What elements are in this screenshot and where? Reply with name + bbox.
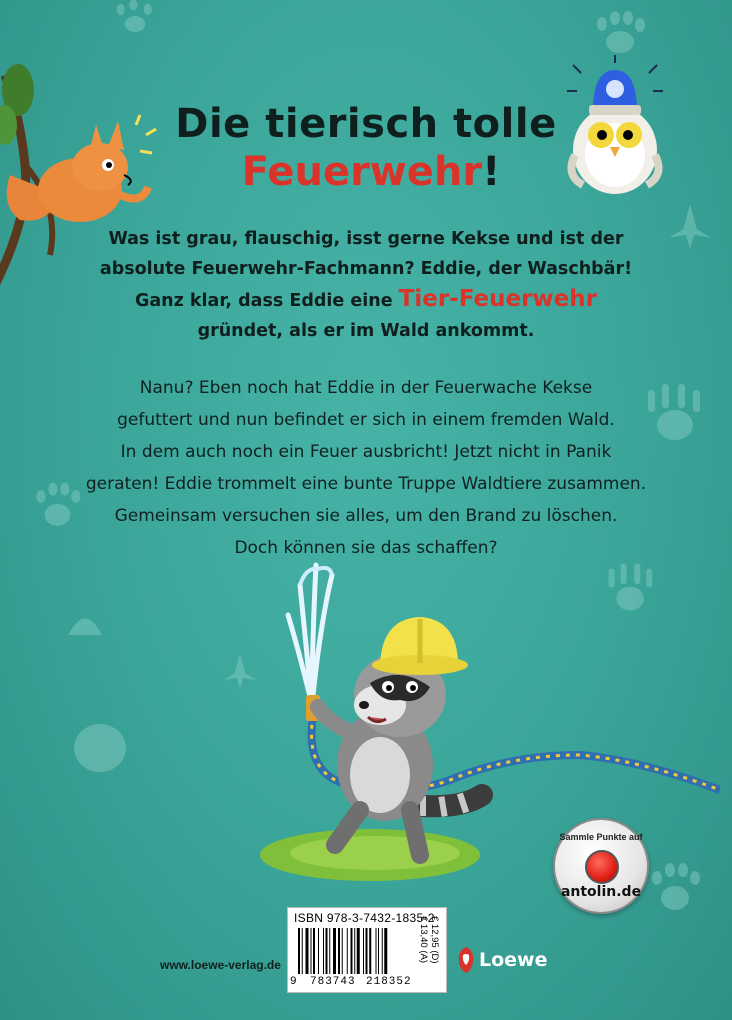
title-line-2 bbox=[10, 148, 732, 196]
animal-footprint-icon bbox=[220, 650, 260, 690]
barcode-bar bbox=[357, 928, 360, 974]
price-germany: € 12,95 (D) bbox=[429, 916, 440, 964]
antolin-badge-icon bbox=[585, 850, 619, 884]
isbn-label: ISBN 978-3-7432-1835-2 bbox=[294, 911, 435, 925]
price-austria: € 13,40 (A) bbox=[418, 916, 429, 963]
blurb-highlight: Tier-Feuerwehr bbox=[398, 286, 597, 312]
story-paragraph bbox=[0, 372, 732, 564]
barcode-bar bbox=[311, 928, 312, 974]
barcode-bars bbox=[298, 928, 416, 974]
animal-footprint-icon bbox=[70, 720, 130, 775]
antolin-badge-caption: Sammle Punkte auf bbox=[559, 832, 643, 842]
barcode-bar bbox=[326, 928, 328, 974]
blurb-line-4: gründet, als er im Wald ankommt. bbox=[197, 321, 535, 341]
barcode-digits-right: 218352 bbox=[366, 976, 412, 988]
barcode-bar bbox=[306, 928, 309, 974]
book-title bbox=[0, 100, 732, 196]
story-line: geraten! Eddie trommelt eine bunte Truppe Waldtiere zusammen. bbox=[85, 474, 647, 494]
barcode-bar bbox=[378, 928, 379, 974]
barcode-bar bbox=[382, 928, 383, 974]
title-line-1: Die tierisch tolle bbox=[175, 101, 557, 147]
barcode-bar bbox=[351, 928, 353, 974]
barcode-bar bbox=[323, 928, 324, 974]
publisher-website: www.loewe-verlag.de bbox=[160, 958, 281, 972]
barcode-bar bbox=[363, 928, 364, 974]
barcode-bar bbox=[338, 928, 340, 974]
story-line: Doch können sie das schaffen? bbox=[234, 538, 498, 558]
price-block bbox=[418, 914, 444, 988]
blurb-line-2: absolute Feuerwehr-Fachmann? Eddie, der Waschbär! bbox=[99, 259, 633, 279]
story-line: gefuttert und nun befindet er sich in einem fremden Wald. bbox=[117, 410, 615, 430]
animal-footprint-icon bbox=[590, 10, 650, 60]
barcode-bar bbox=[369, 928, 371, 974]
story-line: Nanu? Eben noch hat Eddie in der Feuerwache Kekse bbox=[139, 378, 593, 398]
barcode-bar bbox=[298, 928, 300, 974]
barcode-bar bbox=[366, 928, 368, 974]
blurb-paragraph bbox=[0, 224, 732, 346]
raccoon-firefighter-illustration bbox=[260, 555, 720, 885]
antolin-badge bbox=[553, 818, 649, 914]
animal-footprint-icon bbox=[110, 0, 160, 40]
barcode-bar bbox=[329, 928, 330, 974]
barcode-box bbox=[287, 907, 447, 993]
publisher-name: Loewe bbox=[479, 949, 548, 971]
title-highlight: Feuerwehr bbox=[241, 149, 483, 195]
barcode-bar bbox=[333, 928, 336, 974]
barcode-digits-left: 783743 bbox=[310, 976, 356, 988]
publisher-logo bbox=[455, 940, 548, 980]
barcode-bar bbox=[302, 928, 303, 974]
story-line: In dem auch noch ein Feuer ausbricht! Jetzt nicht in Panik bbox=[120, 442, 612, 462]
story-line: Gemeinsam versuchen sie alles, um den Brand zu löschen. bbox=[114, 506, 618, 526]
loewe-lion-logo-icon bbox=[455, 945, 477, 975]
blurb-line-1: Was ist grau, flauschig, isst gerne Kekse und ist der bbox=[108, 229, 624, 249]
blurb-line-3 bbox=[0, 284, 732, 316]
barcode-bar bbox=[342, 928, 343, 974]
barcode-bar bbox=[376, 928, 377, 974]
animal-footprint-icon bbox=[60, 600, 110, 645]
title-exclamation: ! bbox=[482, 149, 501, 195]
barcode-bar bbox=[347, 928, 348, 974]
barcode-digit-first: 9 bbox=[290, 976, 297, 988]
barcode-bar bbox=[318, 928, 319, 974]
barcode-bar bbox=[384, 928, 387, 974]
barcode-bar bbox=[313, 928, 315, 974]
barcode-bar bbox=[354, 928, 355, 974]
blurb-line-3-text: Ganz klar, dass Eddie eine bbox=[135, 291, 393, 311]
antolin-brand: antolin.de bbox=[560, 884, 642, 900]
